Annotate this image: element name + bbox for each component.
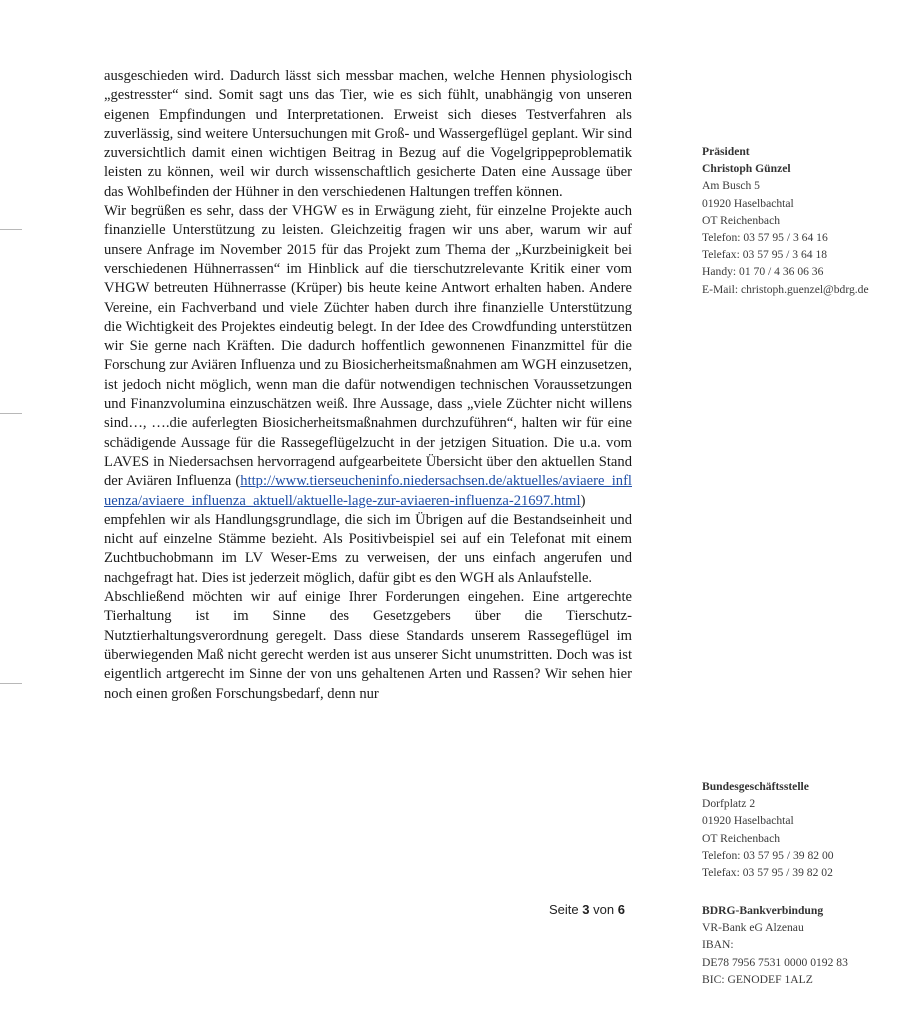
president-heading: Präsident: [702, 145, 750, 158]
office-fax: Telefax: 03 57 95 / 39 82 02: [702, 866, 833, 880]
office-heading: Bundesgeschäftsstelle: [702, 780, 809, 793]
office-phone: Telefon: 03 57 95 / 39 82 00: [702, 848, 834, 862]
laves-influenza-link[interactable]: http://www.tierseucheninfo.niedersachsen.de/aktuelles/aviaere_influenza/aviaere_influenza_aktuell/aktuelle-lage-zur-aviaeren-influenza-21697.html: [104, 473, 632, 509]
iban-label: IBAN:: [702, 938, 734, 952]
office-district: OT Reichenbach: [702, 831, 781, 845]
office-contact: [702, 778, 897, 881]
president-phone: Telefon: 03 57 95 / 3 64 16: [702, 231, 828, 245]
president-name: Christoph Günzel: [702, 162, 791, 176]
page-number: Seite 3 von 6: [549, 902, 625, 917]
paragraph: Wir begrüßen es sehr, dass der VHGW es in Erwägung zieht, für einzelne Projekte auch finanzielle Unterstützung zu leisten. Gleichzeitig fragen wir uns aber, warum wir auf unsere Anfrage im November 2015 für das Projekt zum Thema der „Kurzbeinigkeit bei verschiedenen Hühnerrassen“ im Hinblick auf die tierschutzrelevante Kritik einer vom VHGW betreuten Hühnerrasse (Krüper) bis heute keine Antwort erhalten haben. Andere Vereine, ein Fachverband und viele Züchter haben durch ihre finanzielle Unterstützung die Wichtigkeit des Projektes eindeutig belegt. In der Idee des Crowdfunding unterstützen wir Sie gerne nach Kräften. Die dadurch hoffentlich gewonnenen Finanzmittel für die Forschung zur Aviären Influenza und zu Biosicherheitsmaßnahmen am WGH einzusetzen, ist jedoch nicht möglich, wenn man die dafür notwendigen technischen Voraussetzungen und Finanzvolumina einzuschätzen weiß. Ihre Aussage, dass „viele Züchter nicht willens sind…, ….die auferlegten Biosicherheitsmaßnahmen durchzuführen“, halten wir für eine schädigende Aussage für die Rassegeflügelzucht in der jetzigen Situation. Die u.a. vom LAVES in Niedersachsen hervorragend aufgearbeitete Übersicht über den aktuellen Stand der Aviären Influenza (http://www.tierseucheninfo.niedersachsen.de/aktuelles/aviaere_influenza/aviaere_influenza_aktuell/aktuelle-lage-zur-aviaeren-influenza-21697.html) empfehlen wir als Handlungsgrundlage, die sich im Übrigen auf die Bestandseinheit und nicht auf einzelne Stämme bezieht. Als Positivbeispiel sei auf ein Telefonat mit einem Zuchtbuchobmann im LV Weser-Ems zu verweisen, der uns einfach angerufen und nachgefragt hat. Dies ist jederzeit möglich, dafür gibt es den WGH als Anlaufstelle.: [104, 203, 632, 586]
president-street: Am Busch 5: [702, 179, 760, 193]
president-fax: Telefax: 03 57 95 / 3 64 18: [702, 248, 828, 262]
paragraph-text: empfehlen wir als Handlungsgrundlage, die sich im Übrigen auf die Bestandseinheit und nicht auf einzelne Stämme bezieht. Als Positivbeispiel sei auf ein Telefonat mit einem Zuchtbuchobmann im LV Weser-Ems zu verweisen, der uns einfach angerufen und nachgefragt hat. Dies ist jederzeit möglich, dafür gibt es den WGH als Anlaufstelle.: [104, 511, 632, 586]
office-street: Dorfplatz 2: [702, 797, 756, 811]
bank-heading: BDRG-Bankverbindung: [702, 904, 824, 917]
bank-name: VR-Bank eG Alzenau: [702, 921, 804, 935]
paragraph-text: Wir begrüßen es sehr, dass der VHGW es in Erwägung zieht, für einzelne Projekte auch finanzielle Unterstützung zu leisten. Gleichzeitig fragen wir uns aber, warum wir auf unsere Anfrage im November 2015 für das Projekt zum Thema der „Kurzbeinigkeit bei verschiedenen Hühnerrassen“ im Hinblick auf die tierschutzrelevante Kritik einer vom VHGW betreuten Hühnerrasse (Krüper) bis heute keine Antwort erhalten haben. Andere Vereine, ein Fachverband und viele Züchter haben durch ihre finanzielle Unterstützung die Wichtigkeit des Projektes eindeutig belegt. In der Idee des Crowdfunding unterstützen wir Sie gerne nach Kräften. Die dadurch hoffentlich gewonnenen Finanzmittel für die Forschung zur Aviären Influenza und zu Biosicherheitsmaßnahmen am WGH einzusetzen, ist jedoch nicht möglich, wenn man die dafür notwendigen technischen Voraussetzungen und Finanzvolumina einzuschätzen weiß. Ihre Aussage, dass „viele Züchter nicht willens sind…, ….die auferlegten Biosicherheitsmaßnahmen durchzuführen“, halten wir für eine schädigende Aussage für die Rassegeflügelzucht in der jetzigen Situation. Die u.a. vom LAVES in Niedersachsen hervorragend aufgearbeitete Übersicht über den aktuellen Stand der Aviären Influenza: [104, 203, 632, 490]
paragraph: Abschließend möchten wir auf einige Ihrer Forderungen eingehen. Eine artgerechte Tierhaltung ist im Sinne des Gesetzgebers über die Tierschutz-Nutztierhaltungsverordnung geregelt. Dass diese Standards unserem Rassegeflügel im überwiegenden Maß nicht gerecht werden ist aus unserer Sicht unumstritten. Doch was ist eigentlich artgerecht im Sinne der von uns gehaltenen Arten und Rassen? Wir sehen hier noch einen großen Forschungsbedarf, denn nur: [104, 589, 632, 702]
bank-details: [702, 902, 897, 988]
president-district: OT Reichenbach: [702, 213, 781, 227]
letter-body: [104, 67, 632, 704]
margin-mark: [0, 683, 22, 684]
president-mobile: Handy: 01 70 / 4 36 06 36: [702, 265, 824, 279]
margin-mark: [0, 229, 22, 230]
bic-value: BIC: GENODEF 1ALZ: [702, 972, 813, 986]
paragraph: ausgeschieden wird. Dadurch lässt sich messbar machen, welche Hennen physiologisch „gestresster“ sind. Somit sagt uns das Tier, wie es sich fühlt, unabhängig von unseren eigenen Empfindungen und Interpretationen. Erweist sich dieses Testverfahren als zuverlässig, sind weitere Untersuchungen mit Groß- und Wassergeflügel geplant. Wir sind zuversichtlich damit einen wichtigen Beitrag in Bezug auf die Vogelgrippeproblematik leisten zu können, weil wir durch wissenschaftlich gesicherte Daten eine Aussage über das Wohlbefinden der Hühner in den verschiedenen Haltungen treffen können.: [104, 68, 632, 200]
iban-value: DE78 7956 7531 0000 0192 83: [702, 955, 848, 969]
president-contact: [702, 143, 897, 298]
president-email: E-Mail: christoph.guenzel@bdrg.de: [702, 282, 869, 296]
president-city: 01920 Haselbachtal: [702, 196, 794, 210]
office-city: 01920 Haselbachtal: [702, 814, 794, 828]
margin-mark: [0, 413, 22, 414]
